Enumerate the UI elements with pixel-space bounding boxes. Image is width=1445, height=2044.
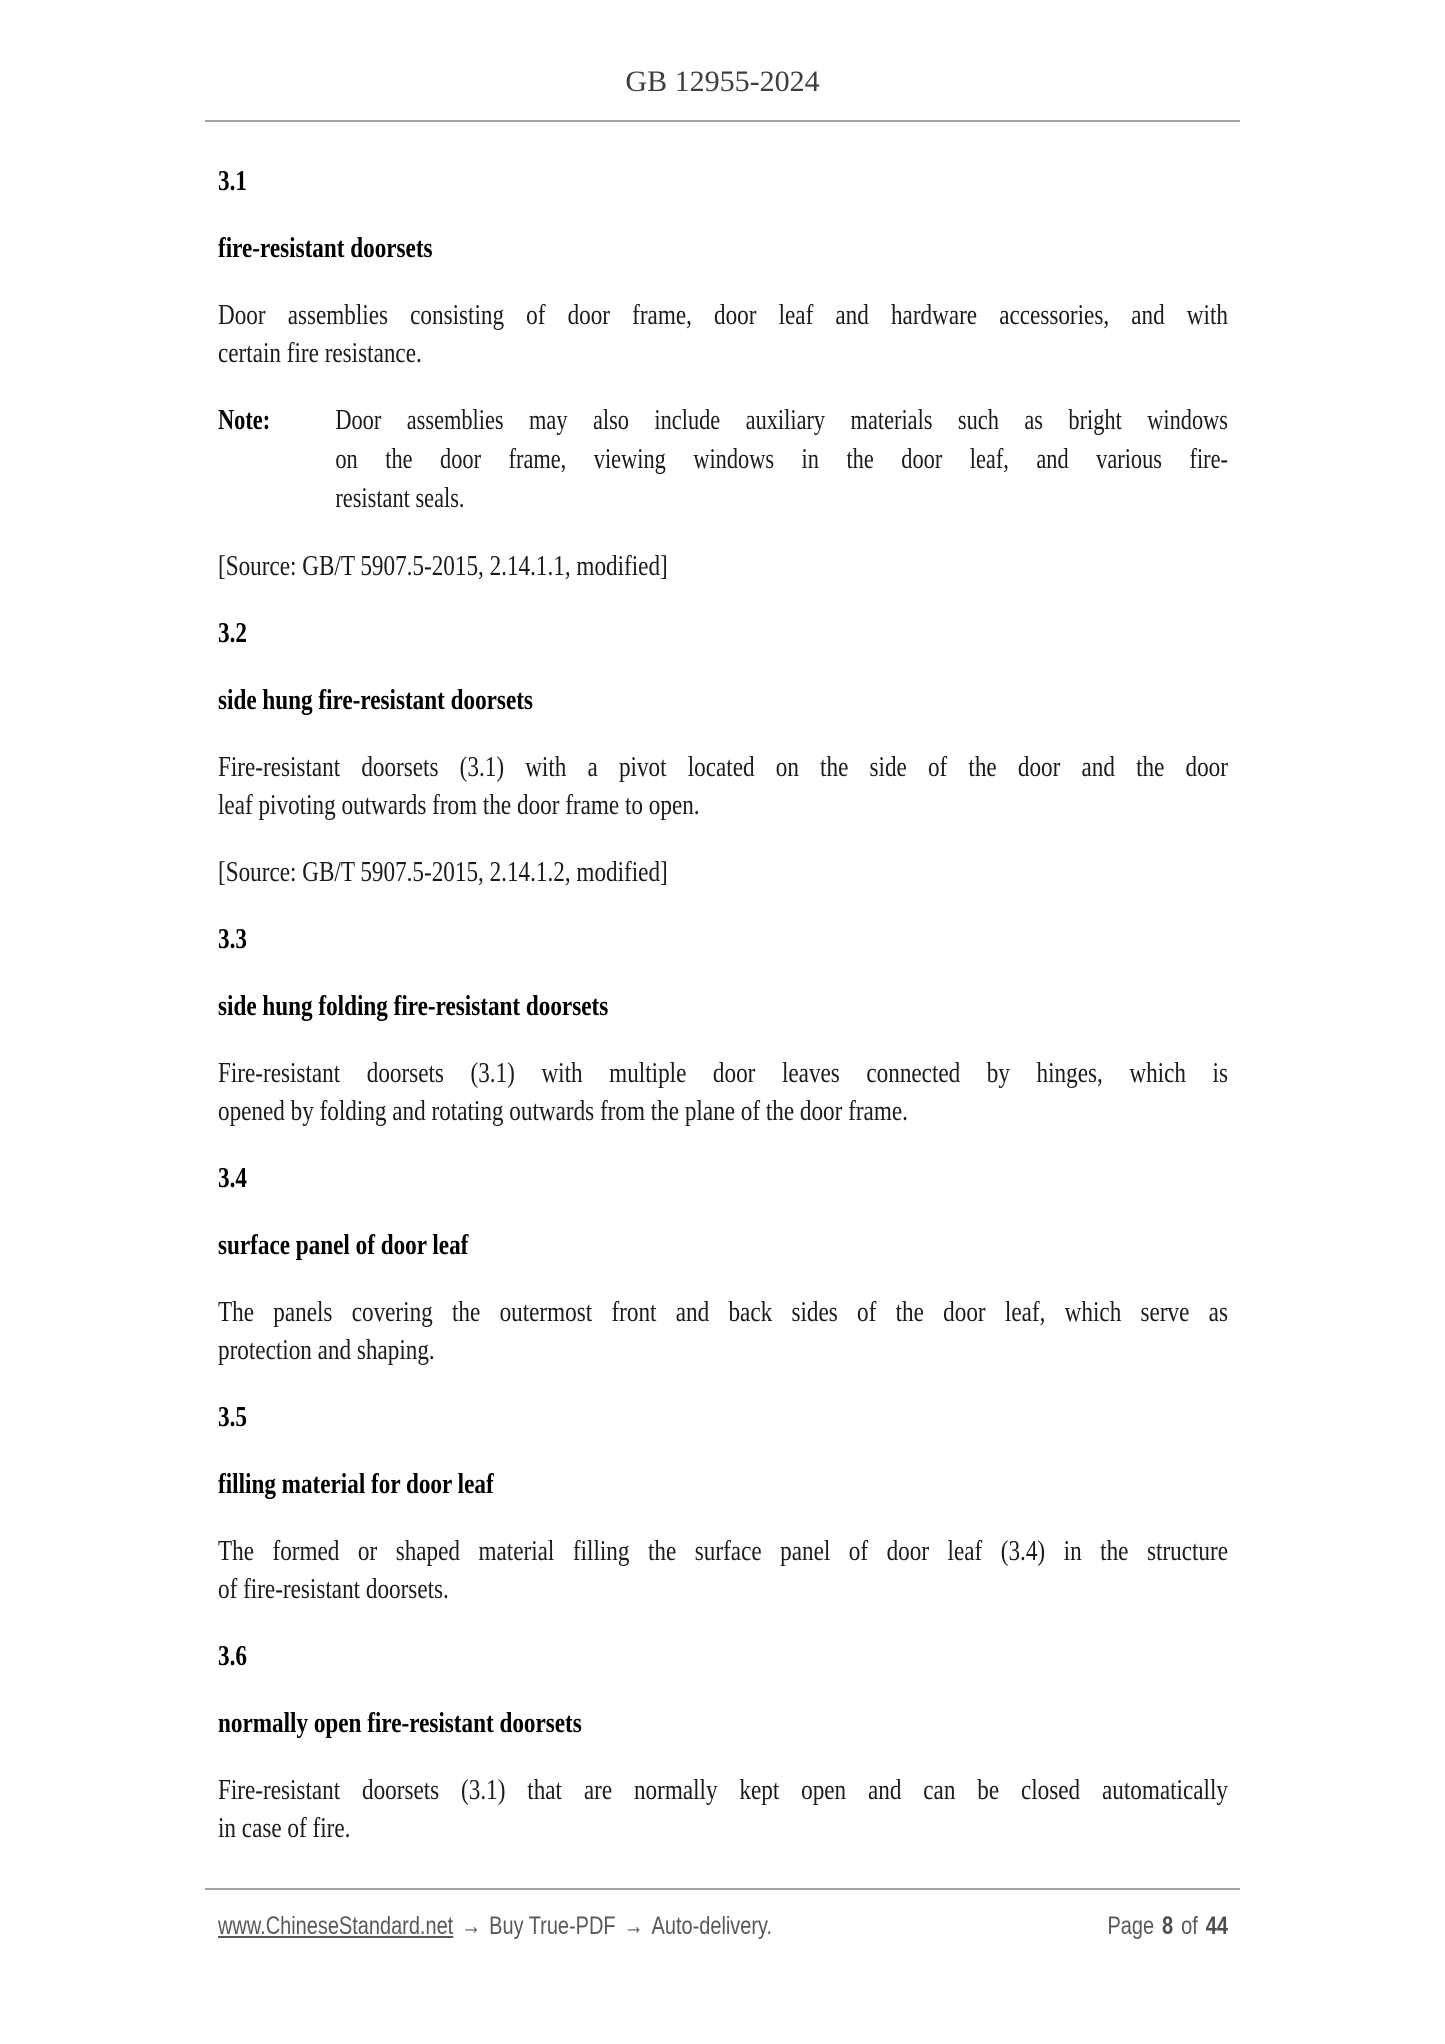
sections [218, 162, 1228, 1847]
note-line: resistant seals. [335, 483, 465, 514]
definition-paragraph [218, 1054, 1228, 1130]
definition-line: Fire-resistant doorsets (3.1) with a pivot located on the side of the door and the door [218, 751, 1228, 783]
footer-link[interactable]: www.ChineseStandard.net [218, 1912, 454, 1940]
header-rule [205, 120, 1240, 122]
term-heading: surface panel of door leaf [218, 1229, 469, 1261]
term-heading: normally open fire-resistant doorsets [218, 1707, 582, 1739]
section-number: 3.2 [218, 617, 247, 649]
definition-line: leaf pivoting outwards from the door frame to open. [218, 789, 700, 821]
term-heading: side hung fire-resistant doorsets [218, 684, 533, 716]
term-heading: filling material for door leaf [218, 1468, 494, 1500]
section-number: 3.5 [218, 1401, 247, 1433]
note-label: Note: [218, 405, 271, 436]
footer-delivery-label: Auto-delivery. [651, 1912, 773, 1940]
definition-line: The panels covering the outermost front and back sides of the door leaf, which serve as [218, 1296, 1228, 1328]
definition-line: The formed or shaped material filling the surface panel of door leaf (3.4) in the structure [218, 1535, 1228, 1567]
definition-line: Fire-resistant doorsets (3.1) that are normally kept open and can be closed automatically [218, 1774, 1228, 1806]
section-number: 3.6 [218, 1640, 247, 1672]
definition-line: certain fire resistance. [218, 337, 422, 369]
source-line: [Source: GB/T 5907.5-2015, 2.14.1.1, modified] [218, 550, 668, 582]
section-number: 3.3 [218, 923, 247, 955]
definition-paragraph [218, 748, 1228, 824]
source-line: [Source: GB/T 5907.5-2015, 2.14.1.2, modified] [218, 856, 668, 888]
definition-paragraph [218, 296, 1228, 372]
page-current: 8 [1162, 1912, 1174, 1940]
section-number: 3.4 [218, 1162, 247, 1194]
arrow-icon: → [461, 1912, 482, 1940]
note-block [218, 401, 1228, 518]
note-line: Door assemblies may also include auxiliary materials such as bright windows [335, 405, 1228, 436]
note-line: on the door frame, viewing windows in the door leaf, and various fire- [335, 444, 1228, 475]
footer-buy-label: Buy True-PDF [489, 1912, 616, 1940]
page-footer [218, 1906, 1228, 1946]
definition-line: Fire-resistant doorsets (3.1) with multiple door leaves connected by hinges, which is [218, 1057, 1228, 1089]
page-word: Page [1107, 1912, 1155, 1940]
definition-line: opened by folding and rotating outwards from the plane of the door frame. [218, 1095, 908, 1127]
page-indicator [1107, 1906, 1228, 1946]
definition-line: protection and shaping. [218, 1334, 435, 1366]
definition-paragraph [218, 1532, 1228, 1608]
footer-left [218, 1906, 772, 1946]
definition-line: in case of fire. [218, 1812, 351, 1844]
definition-line: of fire-resistant doorsets. [218, 1573, 449, 1605]
arrow-icon: → [623, 1912, 644, 1940]
term-heading: fire-resistant doorsets [218, 232, 433, 264]
page-header: GB 12955-2024 [625, 65, 820, 98]
definition-paragraph [218, 1293, 1228, 1369]
section-number: 3.1 [218, 165, 247, 197]
footer-rule [205, 1888, 1240, 1890]
page-total: 44 [1205, 1912, 1228, 1940]
content-area [218, 162, 1228, 1847]
definition-line: Door assemblies consisting of door frame, door leaf and hardware accessories, and with [218, 299, 1228, 331]
note-body [335, 401, 1228, 518]
of-word: of [1181, 1912, 1198, 1940]
definition-paragraph [218, 1771, 1228, 1847]
term-heading: side hung folding fire-resistant doorsets [218, 990, 609, 1022]
